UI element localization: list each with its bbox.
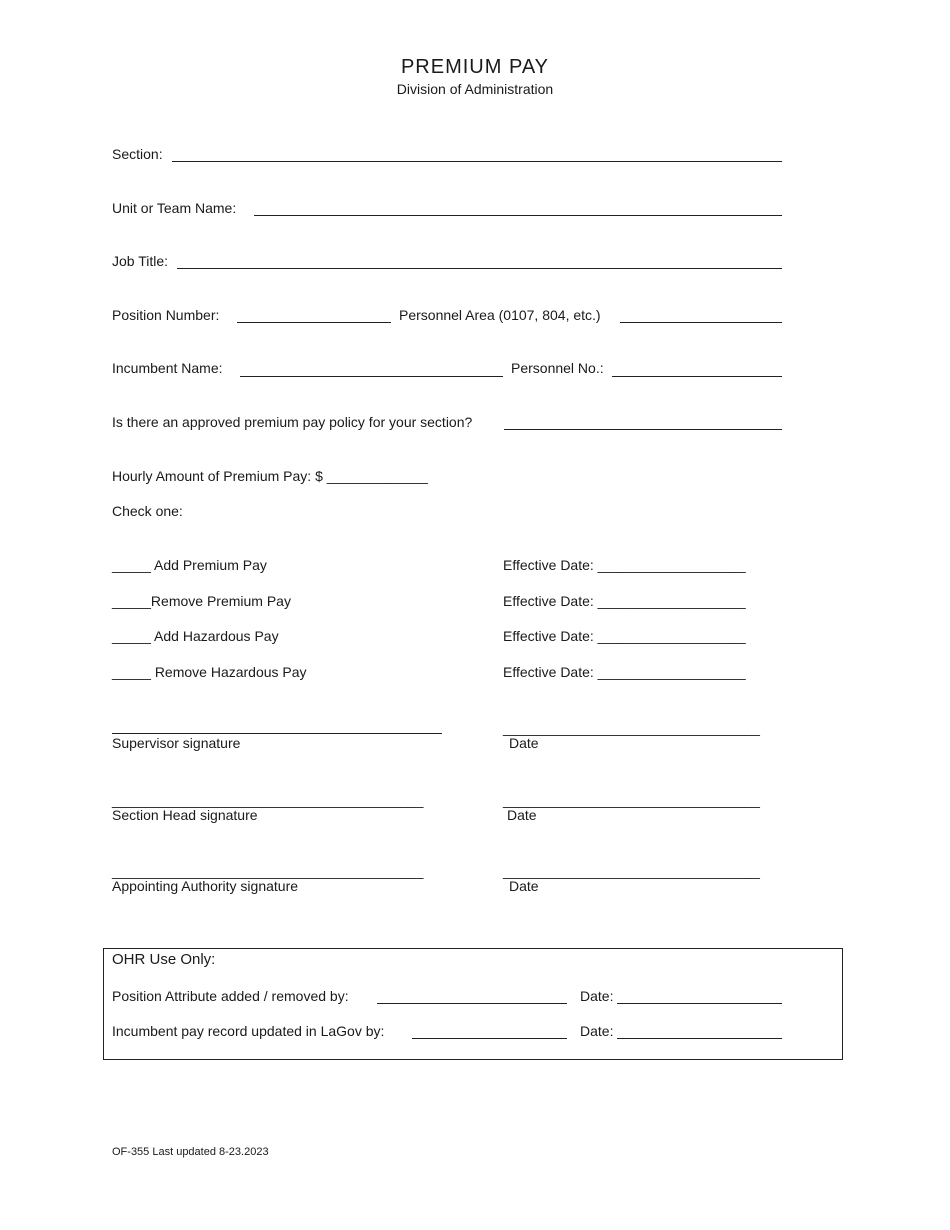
appointing-signature-label: Appointing Authority signature [112, 878, 299, 894]
policy-question-label: Is there an approved premium pay policy for your section? [112, 414, 473, 430]
policy-answer-field[interactable] [504, 429, 782, 430]
check-one-label: Check one: [112, 503, 183, 519]
form-title: PREMIUM PAY [400, 56, 550, 78]
ohr-title: OHR Use Only: [112, 951, 216, 968]
personnel-area-field[interactable] [620, 322, 782, 323]
attribute-field[interactable] [377, 1003, 567, 1004]
unit-field[interactable] [254, 215, 782, 216]
appointing-signature-field[interactable]: ________________________________________ [112, 863, 424, 879]
supervisor-date-field[interactable]: _________________________________ [503, 720, 760, 736]
effective-date-add-hazardous[interactable]: Effective Date: ___________________ [503, 628, 746, 644]
effective-date-add-premium[interactable]: Effective Date: ___________________ [503, 557, 746, 573]
job-title-field[interactable] [177, 268, 782, 269]
option-remove-premium[interactable]: _____Remove Premium Pay [112, 593, 291, 609]
unit-label: Unit or Team Name: [112, 200, 237, 216]
personnel-area-label: Personnel Area (0107, 804, etc.) [399, 307, 601, 323]
job-title-label: Job Title: [112, 253, 169, 269]
form-subtitle: Division of Administration [396, 81, 554, 97]
position-number-label: Position Number: [112, 307, 220, 323]
option-add-premium[interactable]: _____ Add Premium Pay [112, 557, 267, 573]
appointing-date-label: Date [509, 878, 539, 894]
section-head-signature-field[interactable]: ________________________________________ [112, 792, 424, 808]
pay-record-date-label: Date: [580, 1023, 614, 1039]
section-label: Section: [112, 146, 163, 162]
pay-record-field[interactable] [412, 1038, 567, 1039]
option-remove-hazardous[interactable]: _____ Remove Hazardous Pay [112, 664, 307, 680]
attribute-label: Position Attribute added / removed by: [112, 988, 349, 1004]
incumbent-name-field[interactable] [240, 376, 503, 377]
section-field[interactable] [172, 161, 782, 162]
section-head-signature-label: Section Head signature [112, 807, 258, 823]
attribute-date-field[interactable] [617, 1003, 782, 1004]
pay-record-date-field[interactable] [617, 1038, 782, 1039]
personnel-no-label: Personnel No.: [511, 360, 604, 376]
effective-date-remove-premium[interactable]: Effective Date: ___________________ [503, 593, 746, 609]
hourly-amount-field[interactable]: Hourly Amount of Premium Pay: $ _____________ [112, 468, 428, 484]
effective-date-remove-hazardous[interactable]: Effective Date: ___________________ [503, 664, 746, 680]
supervisor-signature-label: Supervisor signature [112, 735, 241, 751]
pay-record-label: Incumbent pay record updated in LaGov by: [112, 1023, 385, 1039]
personnel-no-field[interactable] [612, 376, 782, 377]
supervisor-date-label: Date [509, 735, 539, 751]
position-number-field[interactable] [237, 322, 391, 323]
form-id: OF-355 Last updated 8-23.2023 [112, 1146, 269, 1158]
section-head-date-label: Date [507, 807, 537, 823]
attribute-date-label: Date: [580, 988, 614, 1004]
option-add-hazardous[interactable]: _____ Add Hazardous Pay [112, 628, 279, 644]
section-head-date-field[interactable]: _________________________________ [503, 792, 760, 808]
incumbent-name-label: Incumbent Name: [112, 360, 223, 376]
appointing-date-field[interactable]: _________________________________ [503, 863, 760, 879]
